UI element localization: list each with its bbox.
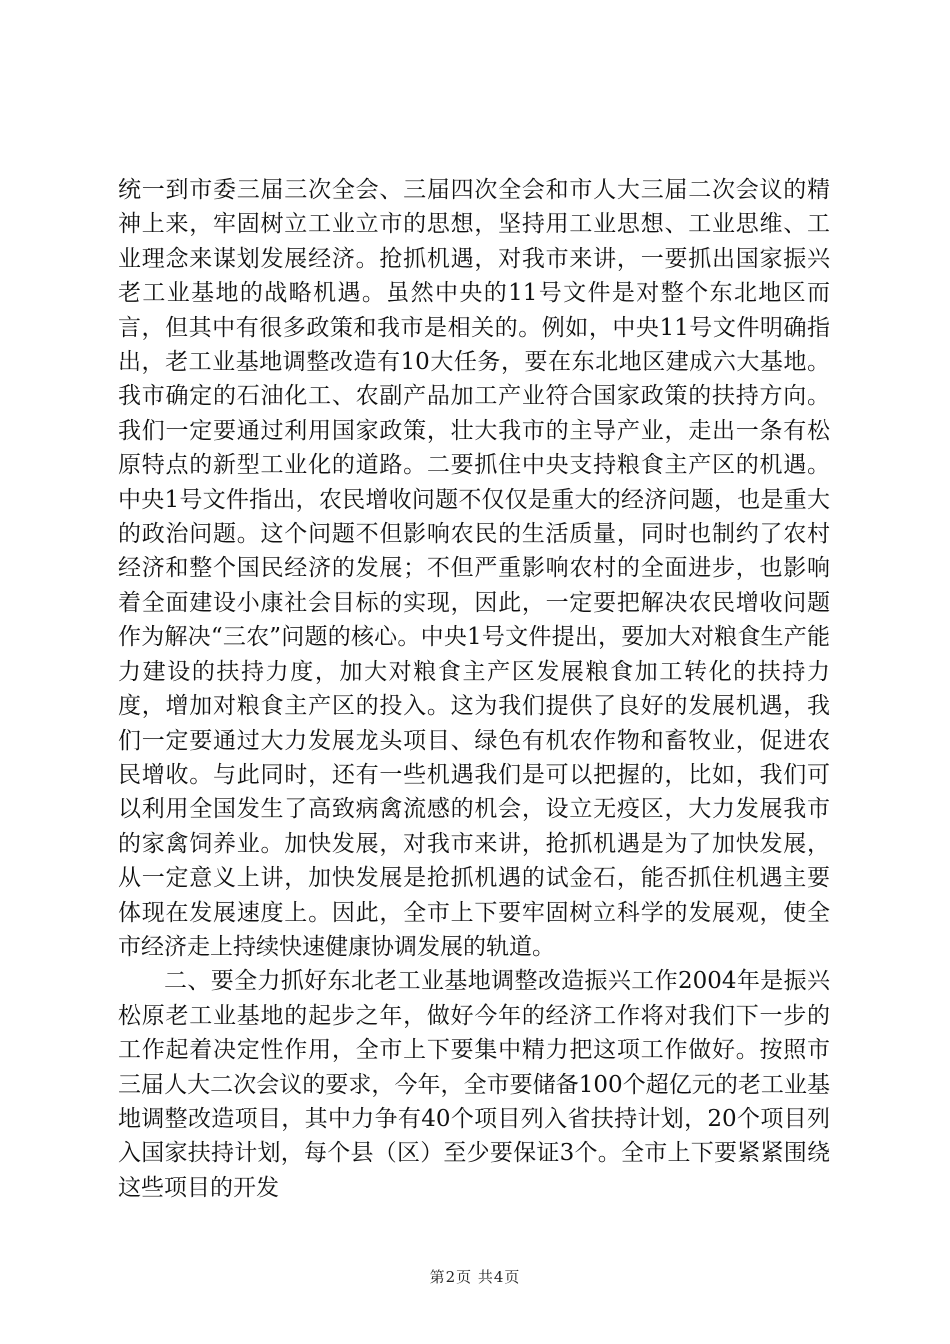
document-body <box>118 173 830 1205</box>
paragraph-2: 二、要全力抓好东北老工业基地调整改造振兴工作2004年是振兴松原老工业基地的起步之年，做好今年的经济工作将对我们下一步的工作起着决定性作用，全市上下要集中精力把这项工作做好。按照市三届人大二次会议的要求，今年，全市要储备100个超亿元的老工业基地调整改造项目，其中力争有40个项目列入省扶持计划，20个项目列入国家扶持计划，每个县（区）至少要保证3个。全市上下要紧紧围绕这些项目的开发 <box>118 968 830 1201</box>
page-footer: 第2页 共4页 <box>429 1268 521 1286</box>
paragraph-1: 统一到市委三届三次全会、三届四次全会和市人大三届二次会议的精神上来，牢固树立工业立市的思想，坚持用工业思想、工业思维、工业理念来谋划发展经济。抢抓机遇，对我市来讲，一要抓出国家振兴老工业基地的战略机遇。虽然中央的11号文件是对整个东北地区而言，但其中有很多政策和我市是相关的。例如，中央11号文件明确指出，老工业基地调整改造有10大任务，要在东北地区建成六大基地。我市确定的石油化工、农副产品加工产业符合国家政策的扶持方向。我们一定要通过利用国家政策，壮大我市的主导产业，走出一条有松原特点的新型工业化的道路。二要抓住中央支持粮食主产区的机遇。中央1号文件指出，农民增收问题不仅仅是重大的经济问题，也是重大的政治问题。这个问题不但影响农民的生活质量，同时也制约了农村经济和整个国民经济的发展；不但严重影响农村的全面进步，也影响着全面建设小康社会目标的实现，因此，一定要把解决农民增收问题作为解决“三农”问题的核心。中央1号文件提出，要加大对粮食生产能力建设的扶持力度，加大对粮食主产区发展粮食加工转化的扶持力度，增加对粮食主产区的投入。这为我们提供了良好的发展机遇，我们一定要通过大力发展龙头项目、绿色有机农作物和畜牧业，促进农民增收。与此同时，还有一些机遇我们是可以把握的，比如，我们可以利用全国发生了高致病禽流感的机会，设立无疫区，大力发展我市的家禽饲养业。加快发展，对我市来讲，抢抓机遇是为了加快发展，从一定意义上讲，加快发展是抢抓机遇的试金石，能否抓住机遇主要体现在发展速度上。因此，全市上下要牢固树立科学的发展观，使全市经济走上持续快速健康协调发展的轨道。 <box>118 177 830 960</box>
